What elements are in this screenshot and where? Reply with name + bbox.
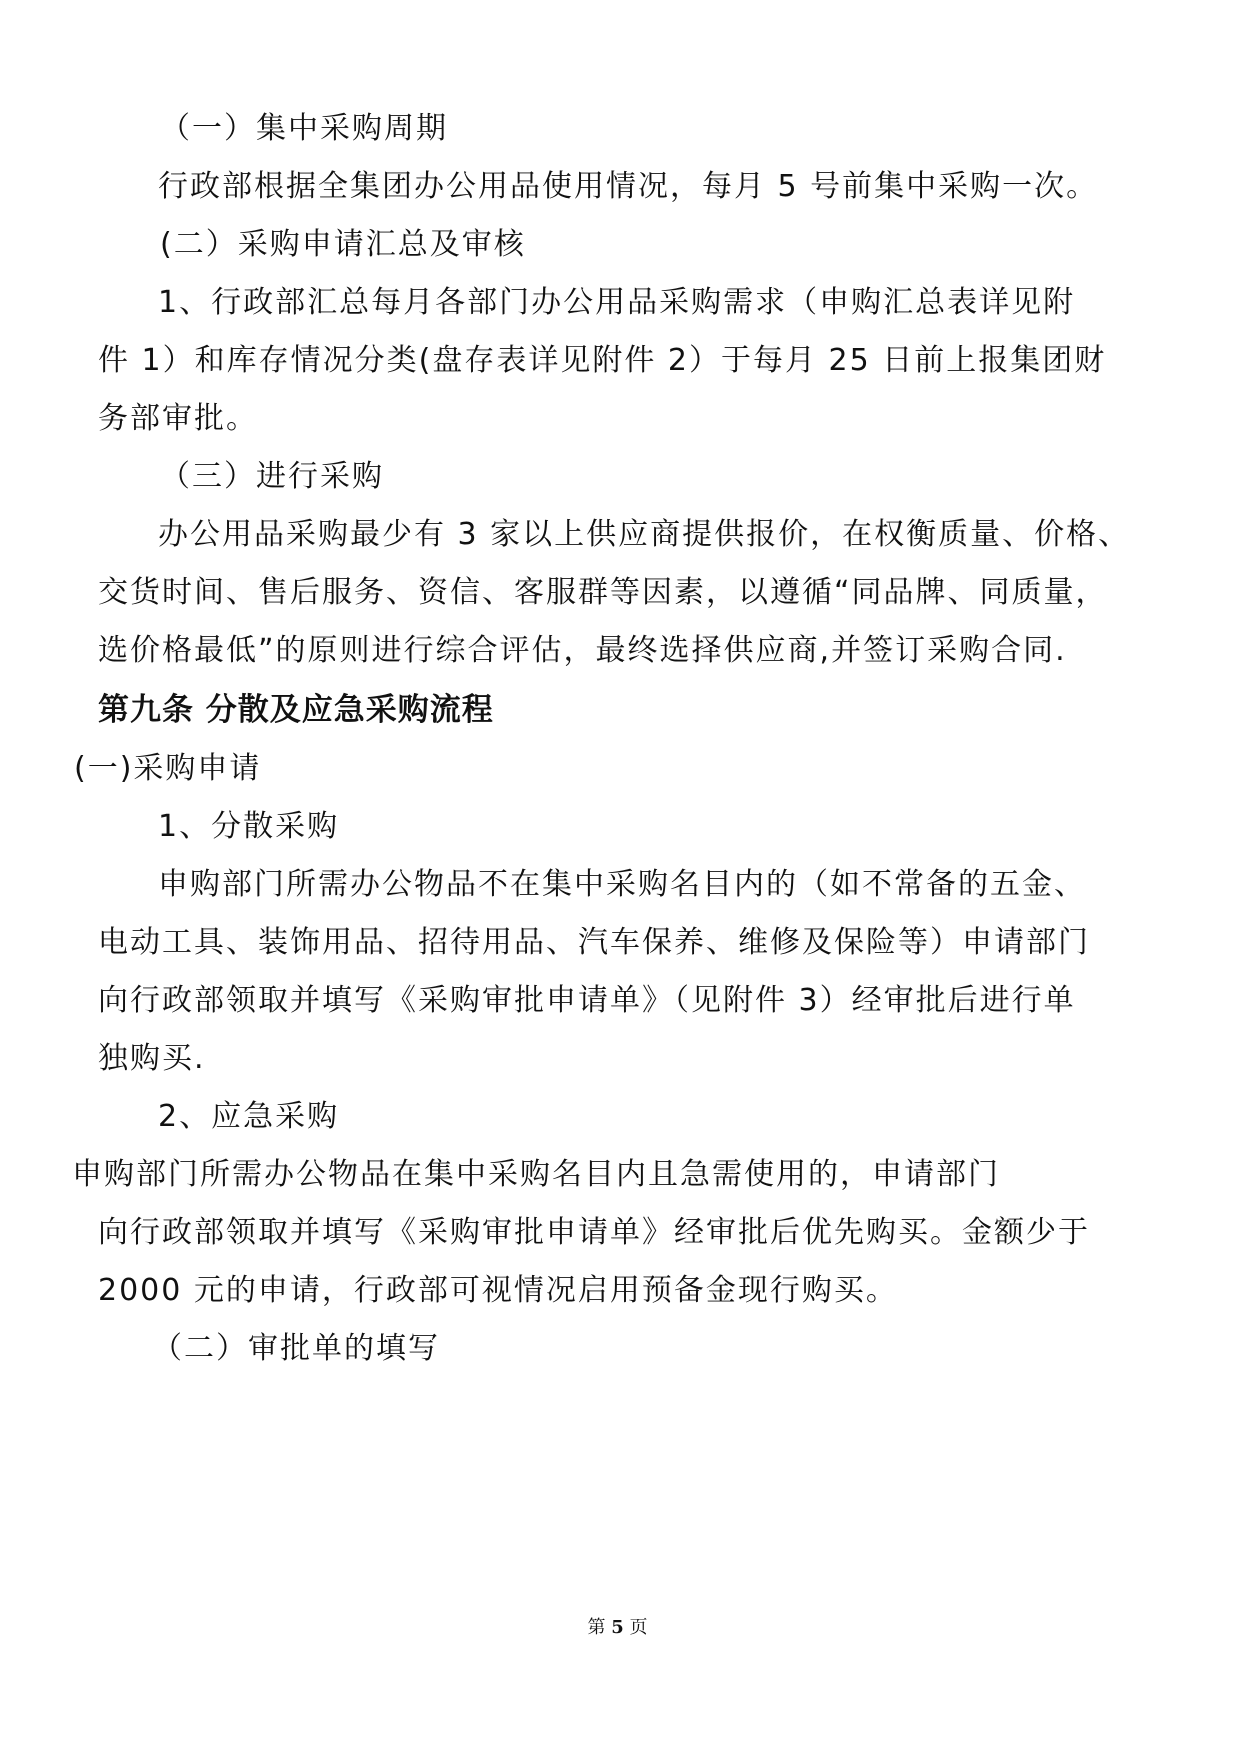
paragraph-line: 选价格最低”的原则进行综合评估，最终选择供应商,并签订采购合同.: [98, 633, 1067, 668]
paragraph-line: 务部审批。: [98, 401, 258, 436]
subheading-centralized-cycle: （一）集中采购周期: [160, 111, 448, 146]
subheading-decentralized: 1、分散采购: [158, 809, 340, 844]
footer-prefix: 第: [587, 1617, 606, 1638]
footer-suffix: 页: [629, 1617, 648, 1638]
subheading-conduct-purchase: （三）进行采购: [160, 459, 384, 494]
paragraph-line: 电动工具、装饰用品、招待用品、汽车保养、维修及保险等）申请部门: [98, 925, 1090, 960]
subheading-purchase-request: (一)采购申请: [74, 751, 262, 786]
subheading-approval-form: （二）审批单的填写: [152, 1331, 440, 1366]
paragraph-line: 向行政部领取并填写《采购审批申请单》（见附件 3）经审批后进行单: [98, 983, 1076, 1018]
page-footer: [0, 1616, 1235, 1640]
paragraph-line: 2000 元的申请，行政部可视情况启用预备金现行购买。: [98, 1273, 898, 1308]
subheading-emergency: 2、应急采购: [158, 1099, 340, 1134]
paragraph-line: 办公用品采购最少有 3 家以上供应商提供报价，在权衡质量、价格、: [158, 517, 1131, 552]
paragraph-line: 行政部根据全集团办公用品使用情况，每月 5 号前集中采购一次。: [158, 169, 1099, 204]
subheading-request-summary: (二）采购申请汇总及审核: [160, 227, 526, 262]
paragraph-line: 申购部门所需办公物品不在集中采购名目内的（如不常备的五金、: [158, 867, 1086, 902]
paragraph-line: 件 1）和库存情况分类(盘存表详见附件 2）于每月 25 日前上报集团财: [98, 343, 1107, 378]
paragraph-line: 交货时间、售后服务、资信、客服群等因素，以遵循“同品牌、同质量，: [98, 575, 1108, 610]
paragraph-line: 申购部门所需办公物品在集中采购名目内且急需使用的，申请部门: [72, 1157, 1000, 1192]
page-number: 5: [611, 1617, 624, 1638]
paragraph-line: 独购买.: [98, 1041, 206, 1076]
paragraph-line: 1、行政部汇总每月各部门办公用品采购需求（申购汇总表详见附: [158, 285, 1076, 320]
article-heading: 第九条 分散及应急采购流程: [98, 692, 494, 728]
paragraph-line: 向行政部领取并填写《采购审批申请单》经审批后优先购买。金额少于: [98, 1215, 1090, 1250]
